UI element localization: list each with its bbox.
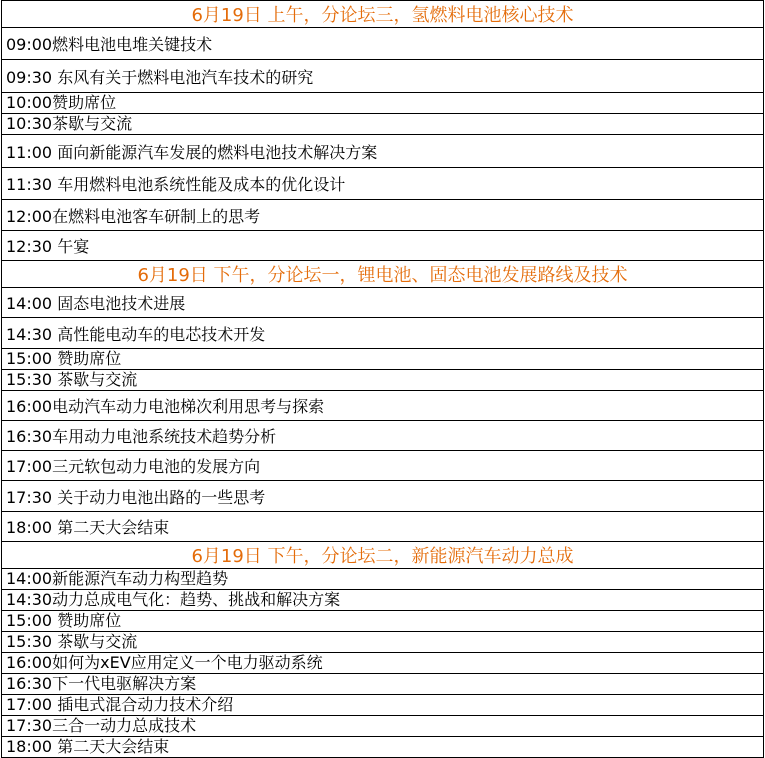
schedule-item: 14:00 固态电池技术进展 bbox=[2, 288, 764, 318]
schedule-item: 17:30三合一动力总成技术 bbox=[2, 716, 764, 737]
section-header: 6月19日 上午，分论坛三，氢燃料电池核心技术 bbox=[2, 1, 764, 28]
schedule-item: 12:30 午宴 bbox=[2, 231, 764, 261]
schedule-item: 15:00 赞助席位 bbox=[2, 611, 764, 632]
schedule-item: 17:30 关于动力电池出路的一些思考 bbox=[2, 481, 764, 512]
schedule-item: 14:30动力总成电气化：趋势、挑战和解决方案 bbox=[2, 590, 764, 611]
schedule-item: 15:30 茶歇与交流 bbox=[2, 370, 764, 391]
section-header: 6月19日 下午，分论坛一，锂电池、固态电池发展路线及技术 bbox=[2, 261, 764, 288]
schedule-item: 15:30 茶歇与交流 bbox=[2, 632, 764, 653]
schedule-item: 11:30 车用燃料电池系统性能及成本的优化设计 bbox=[2, 168, 764, 200]
schedule-item: 16:00电动汽车动力电池梯次利用思考与探索 bbox=[2, 391, 764, 421]
schedule-item: 16:30下一代电驱解决方案 bbox=[2, 674, 764, 695]
schedule-item: 09:30 东风有关于燃料电池汽车技术的研究 bbox=[2, 60, 764, 93]
schedule-item: 14:30 高性能电动车的电芯技术开发 bbox=[2, 318, 764, 349]
schedule-item: 18:00 第二天大会结束 bbox=[2, 737, 764, 758]
schedule-item: 18:00 第二天大会结束 bbox=[2, 512, 764, 542]
schedule-item: 10:00赞助席位 bbox=[2, 93, 764, 114]
schedule-item: 14:00新能源汽车动力构型趋势 bbox=[2, 569, 764, 590]
schedule-item: 16:00如何为xEV应用定义一个电力驱动系统 bbox=[2, 653, 764, 674]
schedule-item: 10:30茶歇与交流 bbox=[2, 114, 764, 135]
schedule-item: 15:00 赞助席位 bbox=[2, 349, 764, 370]
section-header: 6月19日 下午，分论坛二，新能源汽车动力总成 bbox=[2, 542, 764, 569]
schedule-item: 09:00燃料电池电堆关键技术 bbox=[2, 28, 764, 60]
schedule-item: 17:00三元软包动力电池的发展方向 bbox=[2, 451, 764, 481]
schedule-item: 16:30车用动力电池系统技术趋势分析 bbox=[2, 421, 764, 451]
schedule-table bbox=[1, 0, 764, 758]
schedule-item: 11:00 面向新能源汽车发展的燃料电池技术解决方案 bbox=[2, 135, 764, 168]
schedule-item: 17:00 插电式混合动力技术介绍 bbox=[2, 695, 764, 716]
schedule-item: 12:00在燃料电池客车研制上的思考 bbox=[2, 200, 764, 231]
